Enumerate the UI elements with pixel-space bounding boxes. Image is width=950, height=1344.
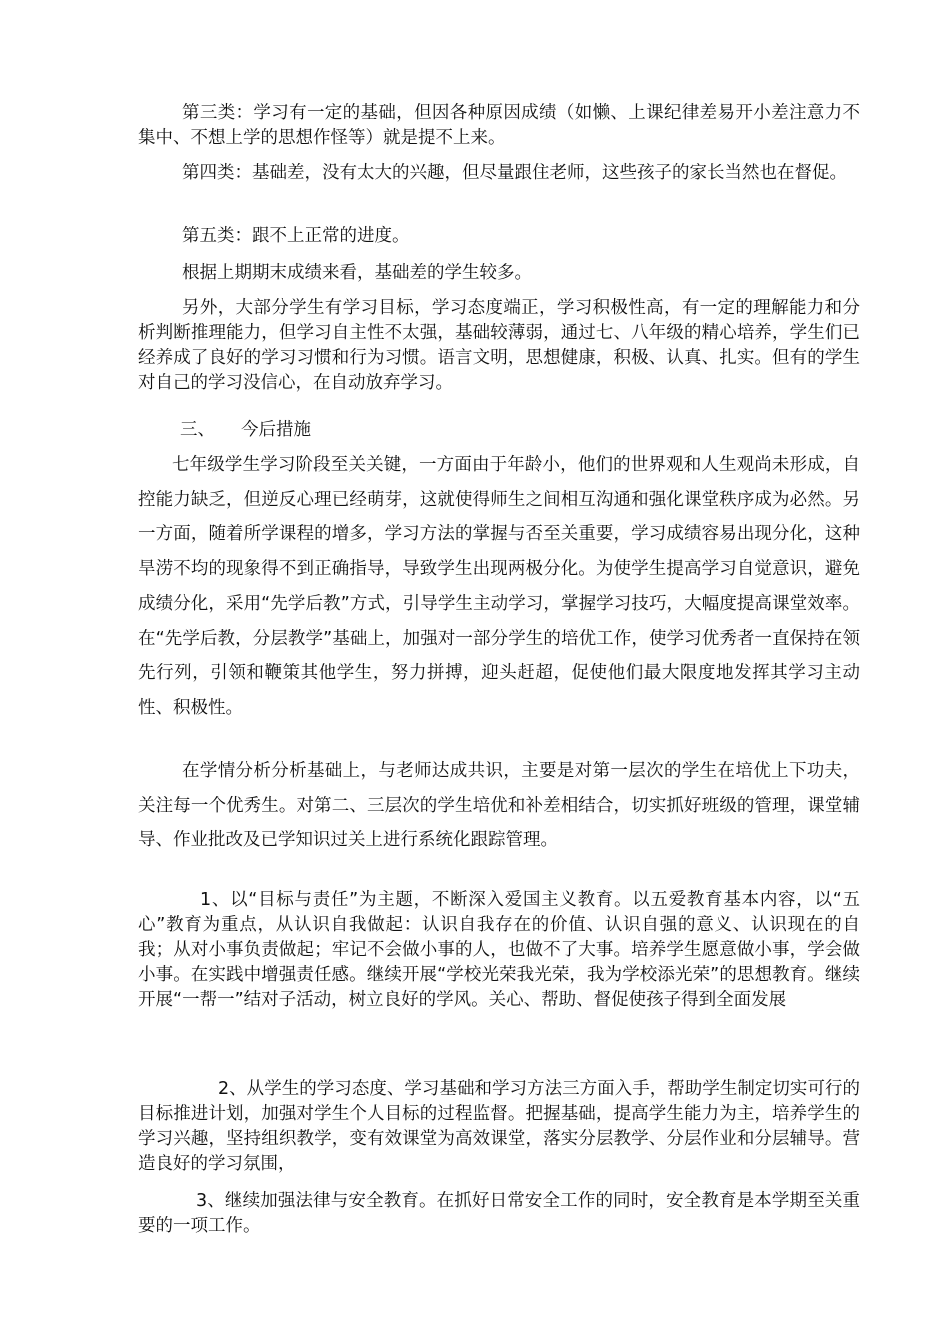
paragraph-grade-seven: 七年级学生学习阶段至关关键，一方面由于年龄小，他们的世界观和人生观尚未形成，自控能力缺乏，但逆反心理已经萌芽，这就使得师生之间相互沟通和强化课堂秩序成为必然。另一方面，随着所学课程的增多，学习方法的掌握与否至关重要，学习成绩容易出现分化，这种旱涝不均的现象得不到正确指导，导致学生出现两极分化。为使学生提高学习自觉意识，避免成绩分化，采用“先学后教”方式，引导学生主动学习，掌握学习技巧，大幅度提高课堂效率。在“先学后教，分层教学”基础上，加强对一部分学生的培优工作，使学习优秀者一直保持在领先行列，引领和鞭策其他学生，努力拼搏，迎头赶超，促使他们最大限度地发挥其学习主动性、积极性。 xyxy=(138,455,860,718)
paragraph-category-three: 第三类：学习有一定的基础，但因各种原因成绩（如懒、上课纪律差易开小差注意力不集中、不想上学的思想作怪等）就是提不上来。 xyxy=(138,103,860,148)
section-heading xyxy=(180,418,311,443)
section-heading-text: 今后措施 xyxy=(241,420,311,440)
paragraph-measure-one: 1、以“目标与责任”为主题，不断深入爱国主义教育。以五爱教育基本内容，以“五心”教育为重点，从认识自我做起：认识自我存在的价值、认识自强的意义、认识现在的自我；从对小事负责做起；牢记不会做小事的人，也做不了大事。培养学生愿意做小事，学会做小事。在实践中增强责任感。继续开展“学校光荣我光荣，我为学校添光荣”的思想教育。继续开展“一帮一”结对子活动，树立良好的学风。关心、帮助、督促使孩子得到全面发展 xyxy=(138,890,860,1010)
paragraph-measure-three: 3、继续加强法律与安全教育。在抓好日常安全工作的同时，安全教育是本学期至关重要的一项工作。 xyxy=(138,1191,860,1236)
paragraph-exam-summary: 根据上期期末成绩来看，基础差的学生较多。 xyxy=(182,263,532,283)
section-heading-number: 三、 xyxy=(180,420,215,440)
paragraph-consensus: 在学情分析分析基础上，与老师达成共识，主要是对第一层次的学生在培优上下功夫，关注每一个优秀生。对第二、三层次的学生培优和补差相结合，切实抓好班级的管理，课堂辅导、作业批改及已学知识过关上进行系统化跟踪管理。 xyxy=(138,761,860,851)
paragraph-category-four: 第四类：基础差，没有太大的兴趣，但尽量跟住老师，这些孩子的家长当然也在督促。 xyxy=(182,163,847,183)
paragraph-student-attitude: 另外，大部分学生有学习目标，学习态度端正，学习积极性高，有一定的理解能力和分析判断推理能力，但学习自主性不太强，基础较薄弱，通过七、八年级的精心培养，学生们已经养成了良好的学习习惯和行为习惯。语言文明，思想健康，积极、认真、扎实。但有的学生对自己的学习没信心，在自动放弃学习。 xyxy=(138,298,860,393)
paragraph-category-five: 第五类：跟不上正常的进度。 xyxy=(182,226,410,246)
paragraph-measure-two: 2、从学生的学习态度、学习基础和学习方法三方面入手，帮助学生制定切实可行的目标推进计划，加强对学生个人目标的过程监督。把握基础，提高学生能力为主，培养学生的学习兴趣，坚持组织教学，变有效课堂为高效课堂，落实分层教学、分层作业和分层辅导。营造良好的学习氛围， xyxy=(138,1079,860,1174)
